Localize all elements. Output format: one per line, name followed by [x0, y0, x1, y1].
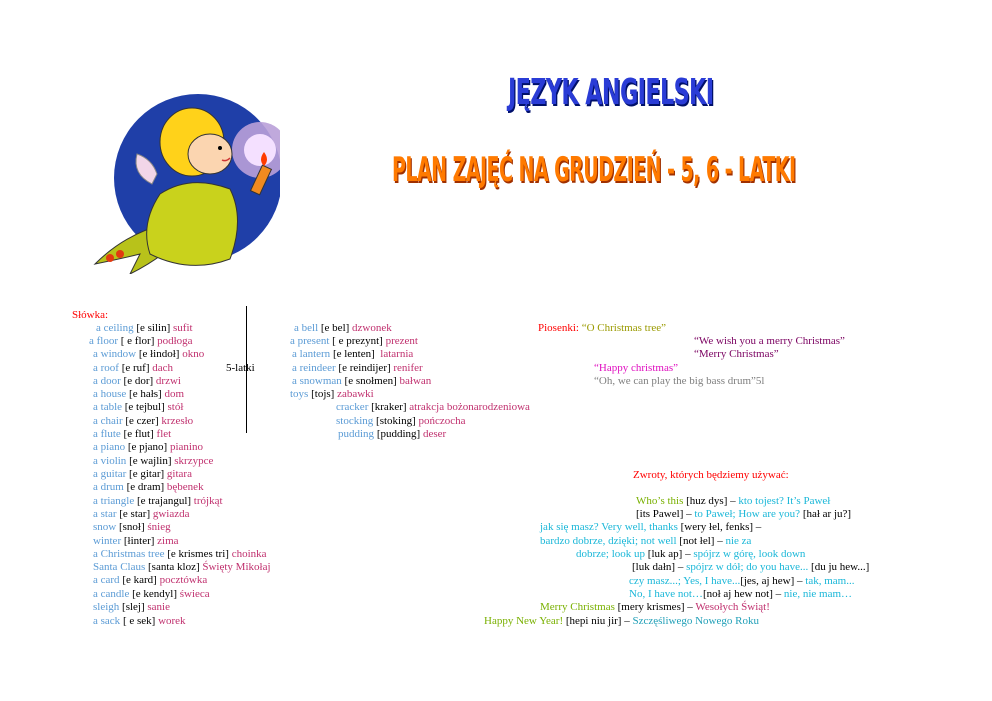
age-label: 5-latki [226, 362, 255, 374]
angel-illustration [80, 74, 280, 274]
phrase-line: dobrze; look up [luk ap] – spójrz w górę, look down [576, 548, 806, 560]
title-line2: PLAN ZAJĘĆ NA GRUDZIEŃ - 5, 6 - LATKI [392, 150, 796, 190]
phrase-line: bardzo dobrze, dzięki; not well [not łel] – nie za [540, 535, 752, 547]
vocab-item: a floor [ e flor] podłoga [89, 335, 193, 347]
vocab-item: winter [łinter] zima [93, 535, 179, 547]
vocab-item: a guitar [e gitar] gitara [93, 468, 192, 480]
phrase-line: [luk dałn] – spójrz w dół; do you have... [du ju hew...] [632, 561, 870, 573]
phrase-line: czy masz...; Yes, I have...[jes, aj hew] – tak, mam... [629, 575, 855, 587]
vocab-item: a window [e łindoł] okno [93, 348, 205, 360]
title-line1: JĘZYK ANGIELSKI [508, 72, 714, 113]
vocab-item: a flute [e flut] flet [93, 428, 172, 440]
vocab-item: cracker [kraker] atrakcja bożonarodzeniowa [336, 401, 530, 413]
phrase-line: Who’s this [huz dys] – kto tojest? It’s Paweł [636, 495, 831, 507]
phrase-line: [its Pawel] – to Paweł; How are you? [hał ar ju?] [636, 508, 852, 520]
vocab-item: stocking [stoking] pończocha [336, 415, 466, 427]
vocab-heading: Słówka: [72, 309, 109, 321]
vocab-item: a present [ e prezynt] prezent [290, 335, 418, 347]
vocab-item: a sack [ e sek] worek [93, 615, 186, 627]
phrase-line: Happy New Year! [hepi niu jir] – Szczęśliwego Nowego Roku [484, 615, 759, 627]
vocab-item: a house [e hałs] dom [93, 388, 185, 400]
songs-label-line [538, 322, 666, 335]
vocab-item: a triangle [e trajangul] trójkąt [93, 495, 223, 507]
song-title: “We wish you a merry Christmas” [694, 335, 845, 347]
vocab-item: a bell [e bel] dzwonek [294, 322, 392, 334]
song-title: “Merry Christmas” [694, 348, 779, 360]
songs-label: Piosenki: [538, 322, 579, 334]
song-title: “Happy christmas” [594, 362, 678, 374]
vocab-item: a card [e kard] pocztówka [93, 574, 208, 586]
vocab-item: a lantern [e lenten] latarnia [292, 348, 414, 360]
vocab-item: a roof [e ruf] dach [93, 362, 174, 374]
vocab-item: a drum [e dram] bębenek [93, 481, 204, 493]
song-title: “Oh, we can play the big bass drum”5l [594, 375, 765, 387]
vocab-item: a ceiling [e silin] sufit [96, 322, 193, 334]
vocab-item: sleigh [slej] sanie [93, 601, 170, 613]
vocab-item: snow [snoł] śnieg [93, 521, 171, 533]
vocab-item: toys [tojs] zabawki [290, 388, 374, 400]
vocab-item: a violin [e wajlin] skrzypce [93, 455, 214, 467]
vocab-item: a door [e dor] drzwi [93, 375, 181, 387]
vocab-item: a candle [e kendyl] świeca [93, 588, 210, 600]
phrases-heading: Zwroty, których będziemy używać: [633, 469, 789, 481]
vocab-item: pudding [pudding] deser [338, 428, 447, 440]
vocab-item: a chair [e czer] krzesło [93, 415, 194, 427]
phrase-line: No, I have not…[noł aj hew not] – nie, nie mam… [629, 588, 853, 600]
song-title: “O Christmas tree” [581, 322, 667, 334]
phrase-line: Merry Christmas [mery krismes] – Wesołych Świąt! [540, 601, 770, 613]
phrase-line: jak się masz? Very well, thanks [wery łel, fenks] – [540, 521, 762, 533]
vocab-item: a reindeer [e reindijer] renifer [292, 362, 423, 374]
vocab-item: a piano [e pjano] pianino [93, 441, 203, 453]
vocab-item: a snowman [e snołmen] bałwan [292, 375, 432, 387]
vocab-item: a table [e tejbul] stół [93, 401, 184, 413]
vocab-item: a Christmas tree [e krismes tri] choinka [93, 548, 267, 560]
vocab-item: a star [e star] gwiazda [93, 508, 190, 520]
vocab-item: Santa Claus [santa kloz] Święty Mikołaj [93, 561, 271, 573]
